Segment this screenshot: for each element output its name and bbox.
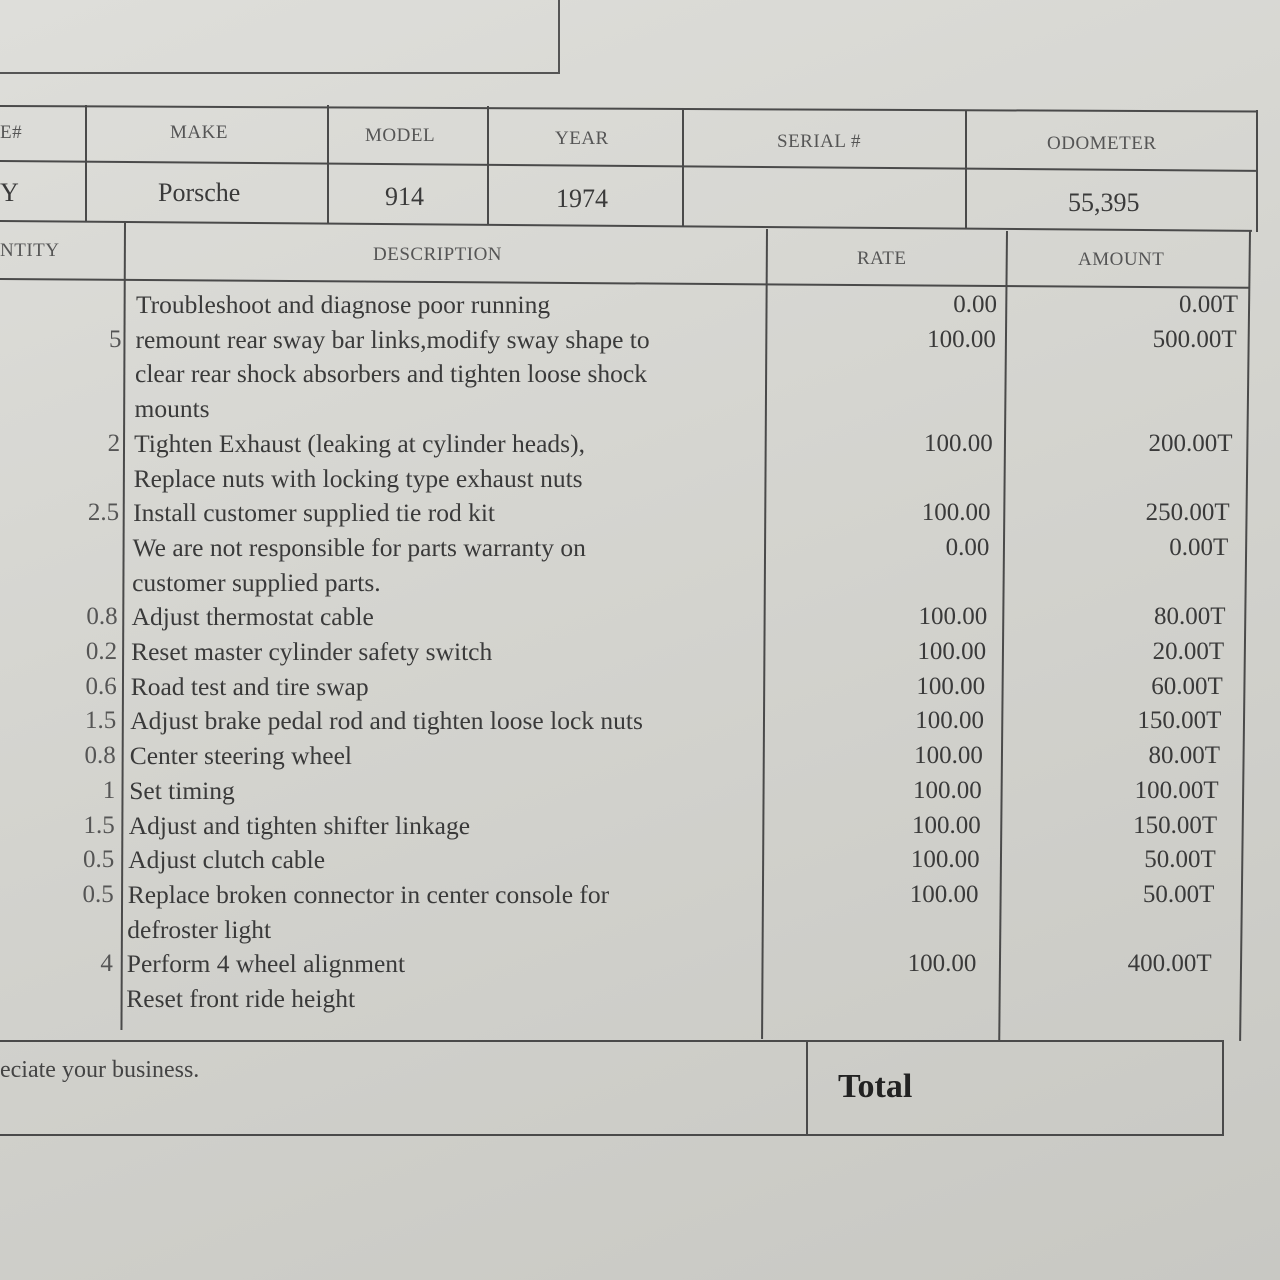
- line-amount: 200.00T: [1148, 429, 1233, 457]
- plate-value: Y: [0, 178, 19, 207]
- line-amount: 60.00T: [1151, 672, 1223, 700]
- items-col-divider-desc: [761, 229, 768, 1039]
- line-amount: 50.00T: [1142, 880, 1215, 908]
- line-description: Adjust thermostat cable: [131, 602, 374, 632]
- model-header: MODEL: [365, 125, 436, 146]
- year-header: YEAR: [555, 128, 609, 149]
- items-header-bottom-rule: [0, 278, 1250, 289]
- line-quantity: 1.5: [83, 811, 115, 839]
- footer-bottom-rule: [0, 1134, 1224, 1136]
- line-rate: 100.00: [916, 672, 986, 700]
- model-value: 914: [385, 182, 424, 211]
- line-description: clear rear shock absorbers and tighten loose shock: [135, 359, 647, 389]
- line-description: Reset front ride height: [126, 984, 356, 1013]
- line-description: Reset master cylinder safety switch: [131, 637, 493, 666]
- plate-header: E#: [0, 122, 23, 143]
- line-rate: 0.00: [953, 291, 997, 318]
- line-description: Adjust and tighten shifter linkage: [128, 810, 471, 840]
- line-description: Adjust clutch cable: [128, 845, 326, 875]
- line-description: remount rear sway bar links,modify sway shape to: [135, 324, 650, 354]
- rate-header: RATE: [857, 248, 907, 269]
- serial-header: SERIAL #: [777, 131, 862, 152]
- vehicle-col-divider-3: [487, 106, 489, 224]
- vehicle-col-divider-2: [327, 105, 329, 223]
- top-box: [0, 0, 560, 74]
- line-amount: 0.00T: [1178, 291, 1238, 318]
- odometer-header: ODOMETER: [1047, 133, 1157, 154]
- line-description: Install customer supplied tie rod kit: [133, 498, 495, 528]
- business-message: eciate your business.: [0, 1057, 200, 1083]
- total-label: Total: [838, 1068, 913, 1105]
- total-box-right-rule: [1222, 1040, 1224, 1134]
- odometer-value: 55,395: [1068, 188, 1140, 217]
- line-description: defroster light: [127, 914, 272, 944]
- line-amount: 250.00T: [1145, 499, 1230, 527]
- line-amount: 50.00T: [1144, 846, 1216, 874]
- line-rate: 100.00: [914, 742, 983, 770]
- total-box-left-rule: [806, 1040, 808, 1134]
- quantity-header: NTITY: [0, 240, 60, 261]
- make-value: Porsche: [158, 178, 241, 207]
- line-quantity: 1: [102, 776, 116, 804]
- line-description: Tighten Exhaust (leaking at cylinder heads),: [134, 428, 585, 458]
- line-quantity: 0.8: [86, 603, 118, 631]
- line-quantity: 1.5: [84, 707, 117, 735]
- line-rate: 100.00: [915, 707, 984, 735]
- vehicle-col-divider-4: [682, 108, 684, 226]
- line-amount: 150.00T: [1137, 707, 1222, 735]
- line-rate: 100.00: [907, 950, 977, 978]
- line-rate: 100.00: [913, 776, 982, 804]
- amount-header: AMOUNT: [1078, 249, 1165, 270]
- description-header: DESCRIPTION: [373, 244, 503, 265]
- line-description: customer supplied parts.: [132, 567, 381, 597]
- line-quantity: 0.5: [82, 846, 115, 874]
- vehicle-col-divider-5: [965, 110, 967, 228]
- line-amount: 400.00T: [1127, 950, 1212, 978]
- vehicle-col-divider-1: [85, 105, 87, 221]
- line-rate: 100.00: [917, 638, 987, 665]
- line-amount: 100.00T: [1134, 776, 1219, 804]
- line-rate: 100.00: [909, 880, 979, 908]
- line-rate: 0.00: [945, 533, 990, 561]
- line-description: Perform 4 wheel alignment: [126, 949, 406, 979]
- line-amount: 20.00T: [1152, 638, 1225, 665]
- line-rate: 100.00: [923, 429, 993, 457]
- footer-top-rule: [0, 1040, 1224, 1042]
- line-quantity: 0.5: [82, 880, 114, 908]
- line-quantity: 2.5: [87, 499, 120, 527]
- line-description: Troubleshoot and diagnose poor running: [136, 290, 551, 319]
- line-description: Replace nuts with locking type exhaust nuts: [133, 463, 583, 493]
- items-col-divider-rate: [998, 231, 1008, 1041]
- line-rate: 100.00: [911, 811, 981, 839]
- line-description: Set timing: [129, 775, 235, 805]
- line-quantity: 2: [107, 429, 121, 457]
- line-description: mounts: [134, 394, 210, 424]
- line-quantity: 5: [109, 325, 122, 353]
- line-description: Center steering wheel: [129, 741, 353, 771]
- line-description: Road test and tire swap: [130, 671, 369, 701]
- line-description: Adjust brake pedal rod and tighten loose lock nuts: [130, 706, 643, 736]
- make-header: MAKE: [170, 122, 228, 143]
- line-quantity: 0.6: [85, 672, 117, 700]
- year-value: 1974: [556, 184, 608, 213]
- line-amount: 150.00T: [1133, 811, 1218, 839]
- line-description: We are not responsible for parts warranty on: [132, 532, 586, 562]
- line-rate: 100.00: [927, 325, 996, 353]
- vehicle-table-mid-rule: [0, 160, 1256, 172]
- items-table-right-rule: [1239, 231, 1251, 1041]
- line-quantity: 4: [100, 950, 113, 978]
- line-description: Replace broken connector in center console for: [127, 879, 610, 909]
- line-rate: 100.00: [910, 846, 980, 874]
- line-amount: 0.00T: [1169, 533, 1229, 561]
- vehicle-table-top-rule: [0, 105, 1258, 112]
- line-quantity: 0.2: [85, 638, 118, 665]
- line-amount: 80.00T: [1153, 603, 1226, 631]
- line-quantity: 0.8: [84, 742, 116, 770]
- line-rate: 100.00: [918, 603, 988, 631]
- line-amount: 80.00T: [1148, 742, 1220, 770]
- vehicle-table-bottom-rule: [0, 220, 1252, 232]
- vehicle-table-right-rule: [1256, 110, 1258, 232]
- line-rate: 100.00: [921, 499, 991, 527]
- line-amount: 500.00T: [1152, 325, 1237, 353]
